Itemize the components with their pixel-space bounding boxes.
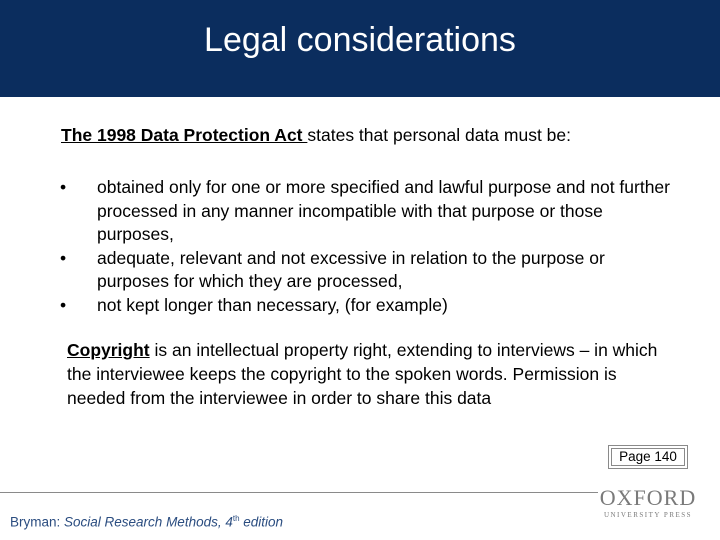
bullet-icon: • — [60, 247, 67, 268]
page-reference-box: Page 140 — [608, 445, 688, 469]
footer-divider — [0, 492, 598, 493]
intro-paragraph — [61, 124, 571, 146]
copyright-term: Copyright — [67, 340, 150, 360]
oxford-logo — [598, 486, 698, 522]
footer-edition: edition — [239, 514, 284, 530]
list-item-text: adequate, relevant and not excessive in relation to the purpose or purposes for which they are processed, — [97, 247, 605, 291]
logo-subtitle: UNIVERSITY PRESS — [603, 511, 693, 519]
intro-text: states that personal data must be: — [307, 125, 572, 145]
bullet-icon: • — [60, 294, 67, 315]
logo-wordmark: OXFORD — [599, 485, 697, 510]
list-item — [60, 247, 680, 294]
slide-title: Legal considerations — [204, 21, 516, 59]
copyright-paragraph — [67, 338, 667, 410]
copyright-text: is an intellectual property right, extending to interviews – in which the interviewee keeps the copyright to the spoken words. Permission is needed from the interviewee in order to share this data — [67, 340, 658, 408]
list-item-text: obtained only for one or more specified and lawful purpose and not further processed in any manner incompatible with that purpose or those purposes, — [97, 177, 670, 244]
bullet-icon: • — [60, 177, 67, 197]
list-item — [60, 176, 680, 247]
footer-citation — [10, 514, 283, 530]
list-item — [60, 294, 680, 318]
footer-book-title: Social Research Methods, 4 — [64, 514, 233, 530]
act-name: The 1998 Data Protection Act — [61, 125, 308, 145]
list-item-text: not kept longer than necessary, (for example) — [97, 294, 448, 315]
requirements-list — [60, 176, 680, 317]
footer-author: Bryman: — [10, 514, 65, 530]
footer-ordinal: th — [232, 514, 240, 523]
